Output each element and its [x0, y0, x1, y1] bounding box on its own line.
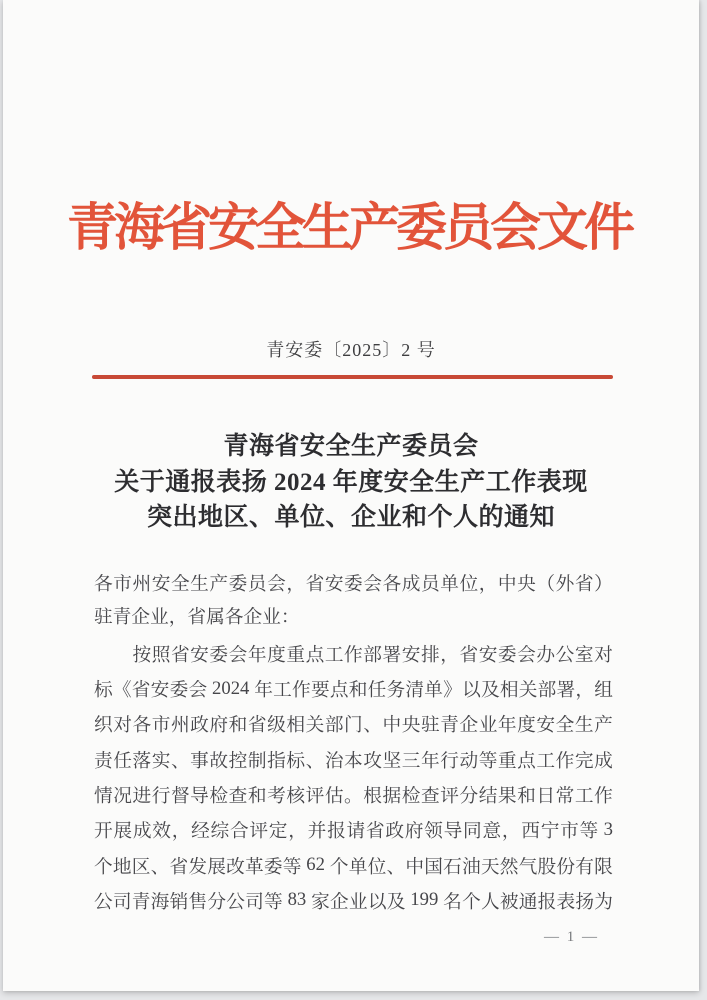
body-line: 织 对 各 市 州 政 府 和 省 级 相 关 部 门 、 中 央 驻 青 企 业 年 度 安 全 生 产: [94, 715, 613, 737]
body-line: 公 司 青 海 销 售 分 公 司 等 83 家 企 业 以 及 199 名 个 人 被 通 报 表 扬 为: [94, 889, 613, 913]
body-line: 情 况 进 行 督 导 检 查 和 考 核 评 估 。 根 据 检 查 评 分 结 果 和 日 常 工 作: [94, 785, 613, 807]
red-header-title: 青海省安全生产委员会文件: [66, 201, 631, 257]
body-text: [94, 565, 613, 918]
body-line: 各 市 州 安 全 生 产 委 员 会 ， 省 安 委 会 各 成 员 单 位 ， 中 央 （ 外 省 ）: [94, 574, 613, 596]
document-number: 青安委〔2025〕2 号: [266, 340, 436, 360]
red-divider-line: [92, 375, 613, 379]
body-line: 驻青企业，省属各企业：: [94, 607, 300, 629]
body-line: 按 照 省 安 委 会 年 度 重 点 工 作 部 署 安 排 ， 省 安 委 会 办 公 室 对: [132, 644, 613, 666]
notice-title: [3, 429, 699, 536]
notice-title-line-1: 青海省安全生产委员会: [223, 433, 479, 460]
notice-title-line-2: 关于通报表扬 2024 年度安全生产工作表现: [114, 468, 588, 496]
document-paper: [3, 0, 699, 991]
body-line: 开 展 成 效 ， 经 综 合 评 定 ， 并 报 请 省 政 府 领 导 同 意 ， 西 宁 市 等 3: [94, 818, 613, 843]
body-line: 标 《 省 安 委 会 2024 年 工 作 要 点 和 任 务 清 单 》 以 及 相 关 部 署 ， 组: [94, 677, 613, 702]
page-number: — 1 —: [544, 929, 599, 945]
notice-title-line-3: 突出地区、单位、企业和个人的通知: [146, 504, 555, 531]
body-line: 责 任 落 实 、 事 故 控 制 指 标 、 治 本 攻 坚 三 年 行 动 等 重 点 工 作 完 成: [94, 750, 613, 772]
body-line: 个 地 区 、 省 发 展 改 革 委 等 62 个 单 位 、 中 国 石 油 天 然 气 股 份 有 限: [94, 854, 613, 878]
